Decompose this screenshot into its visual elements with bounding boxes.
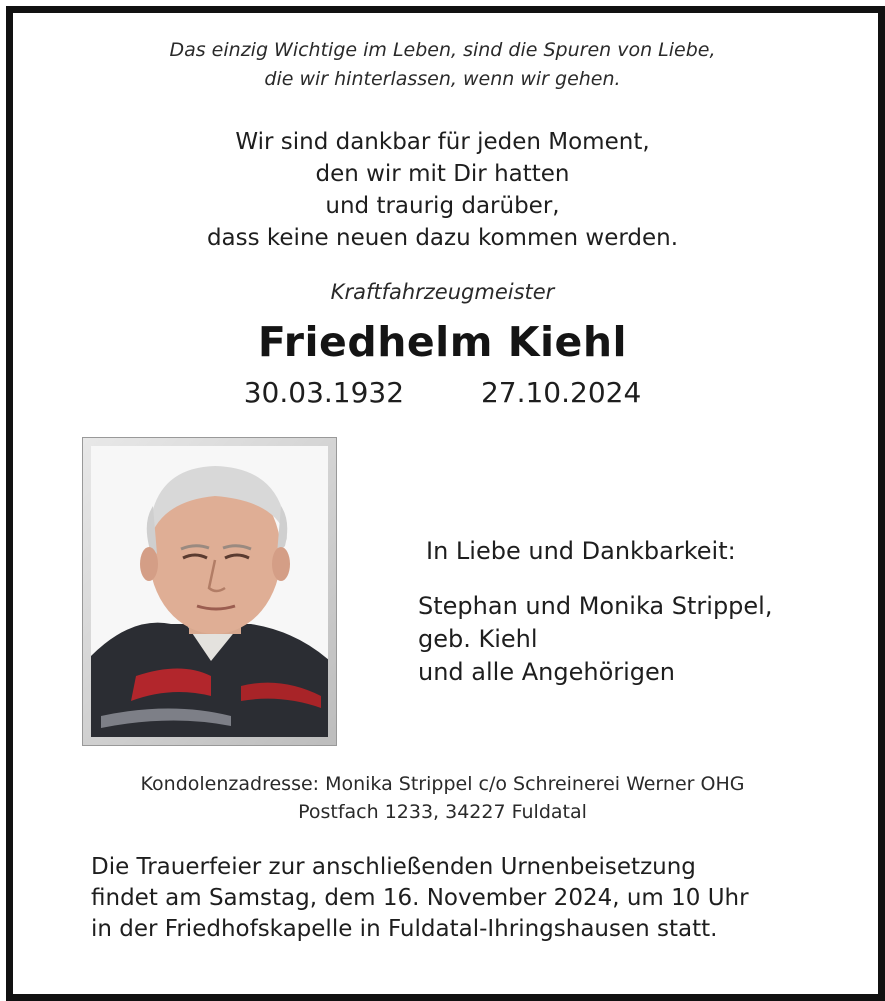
profession-title: Kraftfahrzeugmeister (330, 280, 555, 304)
birth-date: 30.03.1932 (243, 376, 405, 409)
service-line-2: findet am Samstag, dem 16. November 2024, um 10 Uhr (91, 885, 749, 911)
poem-line-4: dass keine neuen dazu kommen werden. (206, 225, 679, 251)
deceased-name: Friedhelm Kiehl (257, 318, 628, 366)
address-line-1: Kondolenzadresse: Monika Strippel c/o Schreinerei Werner OHG (140, 773, 745, 795)
condolence-address (0, 770, 885, 826)
poem (0, 126, 885, 254)
family-line-1: Stephan und Monika Strippel, (418, 592, 773, 620)
portrait-photo-frame (82, 437, 337, 746)
life-dates (0, 376, 885, 409)
service-line-1: Die Trauerfeier zur anschließenden Urnenbeisetzung (91, 854, 696, 880)
family-signature (418, 535, 772, 689)
quote-line-2: die wir hinterlassen, wenn wir gehen. (264, 68, 621, 90)
poem-line-2: den wir mit Dir hatten (315, 161, 570, 187)
family-line-2: geb. Kiehl (418, 625, 538, 653)
portrait-photo (91, 446, 328, 737)
poem-line-3: und traurig darüber, (325, 193, 560, 219)
funeral-service-info (91, 852, 749, 945)
service-line-3: in der Friedhofskapelle in Fuldatal-Ihringshausen statt. (91, 916, 718, 942)
address-line-2: Postfach 1233, 34227 Fuldatal (298, 801, 587, 823)
portrait-image-icon (91, 446, 328, 737)
family-lead: In Liebe und Dankbarkeit: (426, 537, 736, 565)
poem-line-1: Wir sind dankbar für jeden Moment, (235, 129, 650, 155)
quote-line-1: Das einzig Wichtige im Leben, sind die Spuren von Liebe, (169, 39, 716, 61)
family-line-3: und alle Angehörigen (418, 658, 675, 686)
opening-quote (0, 36, 885, 94)
death-date: 27.10.2024 (480, 376, 642, 409)
